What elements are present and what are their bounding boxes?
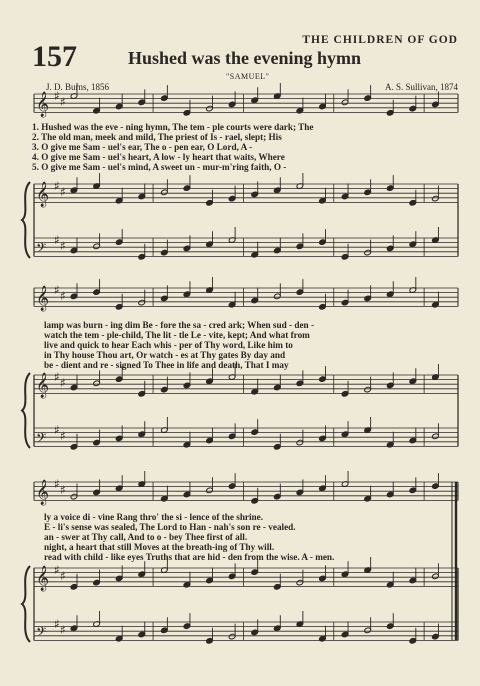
lyric-line: be - dient and re - signed To Thee in life and death, That I may: [44, 360, 289, 370]
system-2-melody-treble-clef-icon: 𝄞: [36, 286, 50, 311]
lyric-line: ly a voice di - vine Rang thro' the si - lence of the shrine.: [44, 512, 264, 522]
lyric-line: 2. The old man, meek and mild, The priest of Is - rael, slept; His: [32, 132, 282, 142]
lyric-line: in Thy house Thou art, Or watch - es at Thy gates By day and: [44, 350, 286, 360]
system-1-bass-bass-clef-icon: 𝄢: [36, 240, 47, 259]
lyric-line: E - li's sense was sealed, The Lord to Han - nah's son re - vealed.: [44, 522, 296, 532]
system-3-treble-sharp-icon: ♯: [60, 569, 66, 583]
system-3-bass-sharp-icon: ♯: [60, 623, 66, 637]
lyric-line: 1. Hushed was the eve - ning hymn, The tem - ple courts were dark; The: [32, 122, 314, 132]
system-1-treble-treble-clef-icon: 𝄞: [36, 182, 50, 207]
system-3-melody-treble-clef-icon: 𝄞: [36, 480, 50, 505]
system-3-bass-sharp-icon: ♯: [54, 617, 60, 631]
system-2-bass-bass-clef-icon: 𝄢: [36, 430, 47, 449]
system-brace: [22, 182, 30, 258]
system-1-treble-sharp-icon: ♯: [54, 179, 60, 193]
lyric-line: 4. O give me Sam - uel's heart, A low - ly heart that waits, Where: [32, 152, 285, 162]
system-2-melody-sharp-icon: ♯: [60, 289, 66, 303]
system-2-bass-sharp-icon: ♯: [54, 423, 60, 437]
author-credit: J. D. Burns, 1856: [46, 82, 110, 92]
lyric-line: lamp was burn - ing dim Be - fore the sa - cred ark; When sud - den -: [44, 320, 315, 330]
composer-credit: A. S. Sullivan, 1874: [384, 82, 458, 92]
system-1-bass-sharp-icon: ♯: [54, 233, 60, 247]
lyric-line: read with child - like eyes Truths that are hid - den from the wise. A - men.: [44, 552, 335, 562]
system-2-treble-sharp-icon: ♯: [60, 376, 66, 390]
system-3-melody-sharp-icon: ♯: [54, 477, 60, 491]
lyric-line: watch the tem - ple-child, The lit - tle Le - vite, kept; And what from: [44, 330, 310, 340]
lyric-line: an - swer at Thy call, And to o - bey Thee first of all.: [44, 532, 248, 542]
system-2-melody-sharp-icon: ♯: [54, 283, 60, 297]
system-brace: [22, 373, 30, 448]
running-head: THE CHILDREN OF GOD: [302, 34, 458, 46]
system-3-treble-treble-clef-icon: 𝄞: [36, 566, 50, 591]
hymn-number: 157: [32, 40, 77, 73]
system-2-treble-sharp-icon: ♯: [54, 370, 60, 384]
hymn-title: Hushed was the evening hymn: [128, 48, 362, 68]
system-2-treble-treble-clef-icon: 𝄞: [36, 373, 50, 398]
system-1-bass-sharp-icon: ♯: [60, 239, 66, 253]
lyric-line: night, a heart that still Moves at the breath-ing of Thy will.: [44, 542, 275, 552]
lyric-line: 3. O give me Sam - uel's ear, The o - pen ear, O Lord, A -: [32, 142, 253, 152]
tune-name: "SAMUEL": [226, 72, 270, 81]
lyric-line: 5. O give me Sam - uel's mind, A sweet un - mur-m'ring faith, O -: [32, 162, 287, 172]
system-3-treble-sharp-icon: ♯: [54, 563, 60, 577]
system-brace: [22, 566, 30, 642]
lyric-line: live and quick to hear Each whis - per of Thy word, Like him to: [44, 340, 293, 350]
system-1-melody-treble-clef-icon: 𝄞: [36, 92, 50, 117]
system-2-bass-sharp-icon: ♯: [60, 429, 66, 443]
system-1-treble-sharp-icon: ♯: [60, 185, 66, 199]
system-1-melody-sharp-icon: ♯: [60, 95, 66, 109]
system-3-melody-sharp-icon: ♯: [60, 483, 66, 497]
system-1-melody-sharp-icon: ♯: [54, 89, 60, 103]
system-3-bass-bass-clef-icon: 𝄢: [36, 624, 47, 643]
